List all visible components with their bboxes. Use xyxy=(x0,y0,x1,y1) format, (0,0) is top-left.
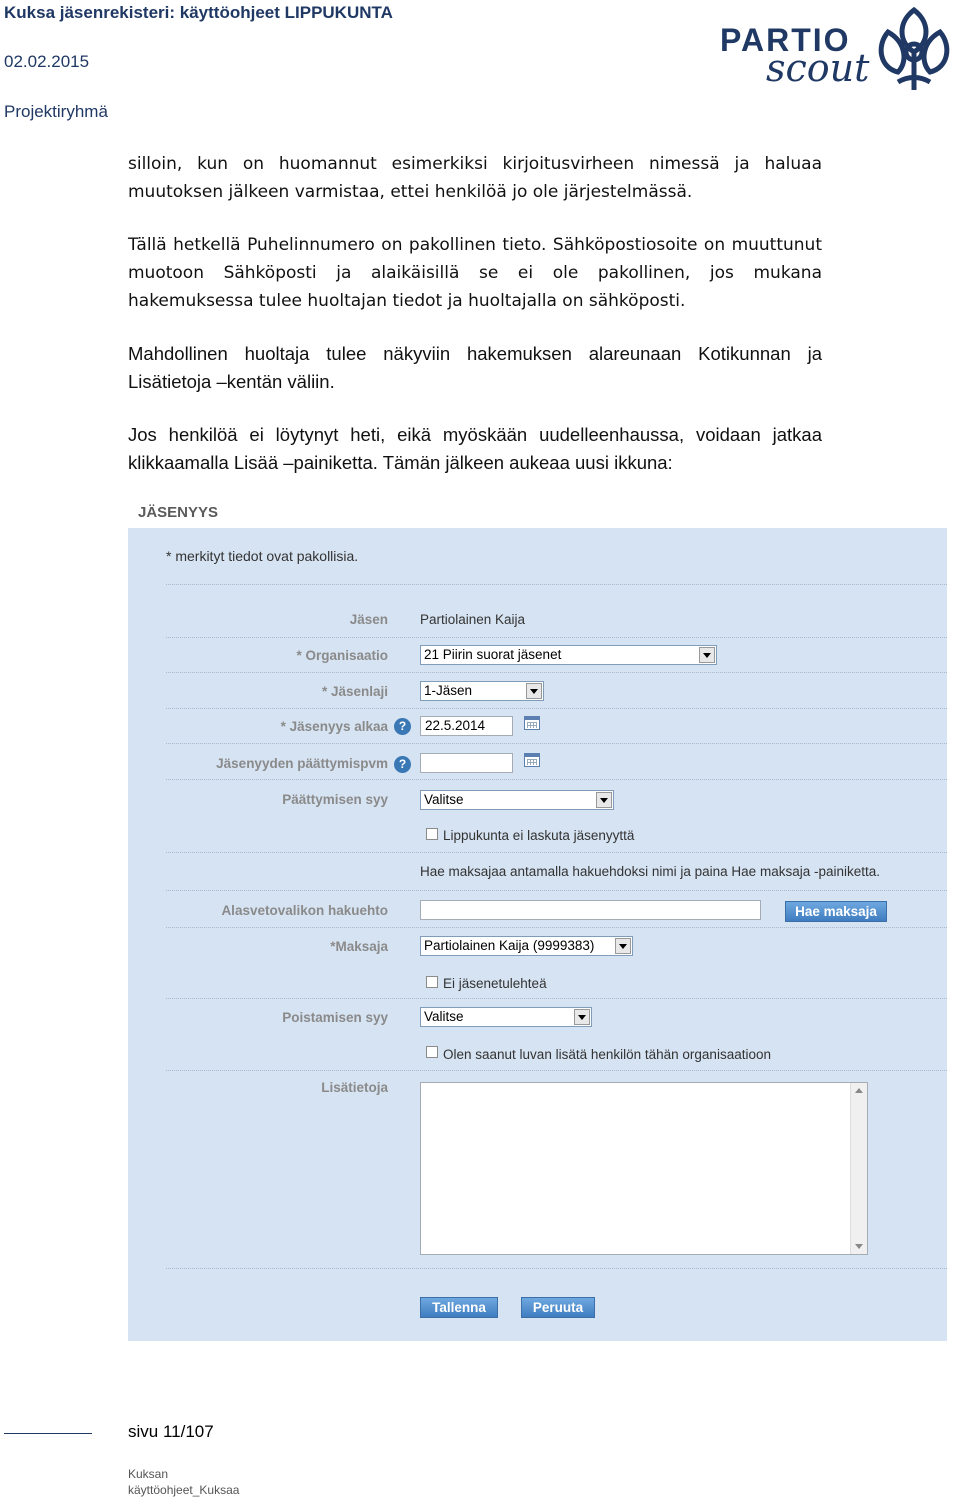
document-title: Kuksa jäsenrekisteri: käyttöohjeet LIPPUKUNTA xyxy=(4,3,393,22)
cancel-button[interactable]: Peruuta xyxy=(521,1297,595,1318)
divider xyxy=(166,672,947,673)
calendar-icon[interactable] xyxy=(524,716,540,730)
form-title: JÄSENYYS xyxy=(138,504,219,521)
page-number: sivu 11/107 xyxy=(128,1422,214,1441)
help-icon[interactable]: ? xyxy=(394,718,411,735)
search-payer-button[interactable]: Hae maksaja xyxy=(785,901,887,922)
member-type-selected-value: 1-Jäsen xyxy=(424,683,473,698)
membership-form xyxy=(128,528,947,1341)
payer-selected-value: Partiolainen Kaija (9999383) xyxy=(424,938,595,953)
membership-start-label: * Jäsenyys alkaa xyxy=(280,719,388,734)
permission-checkbox[interactable] xyxy=(426,1046,438,1058)
textarea-scrollbar[interactable] xyxy=(850,1083,867,1254)
search-criteria-input[interactable] xyxy=(420,900,761,920)
no-invoice-checkbox[interactable] xyxy=(426,828,438,840)
paragraph-4: Jos henkilöä ei löytynyt heti, eikä myöskään uudelleenhaussa, voidaan jatkaa klikkaamalla Lisää –painiketta. Tämän jälkeen aukeaa uusi ikkuna: xyxy=(128,424,822,473)
required-fields-note: * merkityt tiedot ovat pakollisia. xyxy=(166,548,359,564)
organization-label: * Organisaatio xyxy=(296,648,388,663)
payer-label: *Maksaja xyxy=(330,939,388,954)
paragraph-1: silloin, kun on huomannut esimerkiksi kirjoitusvirheen nimessä ja haluaa muutoksen jälkeen varmistaa, ettei henkilöä jo ole järjestelmässä. xyxy=(128,154,822,202)
divider xyxy=(166,637,947,638)
end-reason-selected-value: Valitse xyxy=(424,792,464,807)
divider xyxy=(166,890,947,891)
paragraph-3: Mahdollinen huoltaja tulee näkyviin hakemuksen alareunaan Kotikunnan ja Lisätietoja –kentän väliin. xyxy=(128,343,822,392)
membership-end-date-field[interactable] xyxy=(420,753,513,773)
logo-text-partio: PARTIO xyxy=(720,22,851,58)
partio-scout-logo xyxy=(718,0,960,100)
membership-start-field[interactable]: 22.5.2014 xyxy=(420,716,513,736)
member-type-label: * Jäsenlaji xyxy=(321,684,388,699)
divider xyxy=(166,1070,947,1071)
end-reason-label: Päättymisen syy xyxy=(282,792,388,807)
permission-checkbox-label: Olen saanut luvan lisätä henkilön tähän organisaatioon xyxy=(443,1047,771,1062)
chevron-down-icon[interactable] xyxy=(615,938,631,954)
calendar-icon[interactable] xyxy=(524,753,540,767)
divider xyxy=(166,779,947,780)
removal-reason-select[interactable] xyxy=(420,1007,592,1027)
divider xyxy=(166,743,947,744)
save-button[interactable]: Tallenna xyxy=(420,1297,498,1318)
divider xyxy=(166,927,947,928)
member-label: Jäsen xyxy=(349,612,388,627)
divider xyxy=(166,852,947,853)
no-invoice-checkbox-label: Lippukunta ei laskuta jäsenyyttä xyxy=(443,828,635,843)
no-member-magazine-label: Ei jäsenetulehteä xyxy=(443,976,547,991)
logo-text-scout: scout xyxy=(766,46,870,90)
divider xyxy=(166,998,947,999)
member-type-select[interactable] xyxy=(420,681,544,701)
document-date: 02.02.2015 xyxy=(4,52,90,71)
chevron-down-icon[interactable] xyxy=(596,792,612,808)
no-member-magazine-checkbox[interactable] xyxy=(426,976,438,988)
divider xyxy=(166,1268,947,1269)
organization-selected-value: 21 Piirin suorat jäsenet xyxy=(424,647,562,662)
lily-emblem-icon xyxy=(868,2,960,98)
divider xyxy=(166,584,947,585)
additional-info-textarea[interactable] xyxy=(420,1082,868,1255)
divider xyxy=(166,708,947,709)
additional-info-label: Lisätietoja xyxy=(321,1080,388,1095)
payer-select[interactable] xyxy=(420,936,633,956)
chevron-down-icon[interactable] xyxy=(699,647,715,663)
search-criteria-label: Alasvetovalikon hakuehto xyxy=(221,903,388,918)
chevron-down-icon[interactable] xyxy=(574,1009,590,1025)
help-icon[interactable]: ? xyxy=(394,756,411,773)
member-value: Partiolainen Kaija xyxy=(420,612,526,627)
footer-rule xyxy=(4,1433,92,1434)
membership-end-date-label: Jäsenyyden päättymispvm xyxy=(216,756,388,771)
removal-reason-label: Poistamisen syy xyxy=(282,1010,388,1025)
payer-search-hint: Hae maksajaa antamalla hakuehdoksi nimi ja paina Hae maksaja -painiketta. xyxy=(420,864,881,879)
organization-select[interactable] xyxy=(420,645,717,665)
footer-document-name: Kuksan käyttöohjeet_Kuksaa xyxy=(128,1467,240,1497)
document-author: Projektiryhmä xyxy=(4,102,108,121)
chevron-down-icon[interactable] xyxy=(526,683,542,699)
paragraph-2: Tällä hetkellä Puhelinnumero on pakollinen tieto. Sähköpostiosoite on muuttunut muotoon Sähköposti ja alaikäisillä se ei ole pakollinen, jos mukana hakemuksessa tulee huoltajan tiedot ja huoltajalla on sähköposti. xyxy=(128,235,822,311)
end-reason-select[interactable] xyxy=(420,790,614,810)
removal-reason-selected-value: Valitse xyxy=(424,1009,464,1024)
